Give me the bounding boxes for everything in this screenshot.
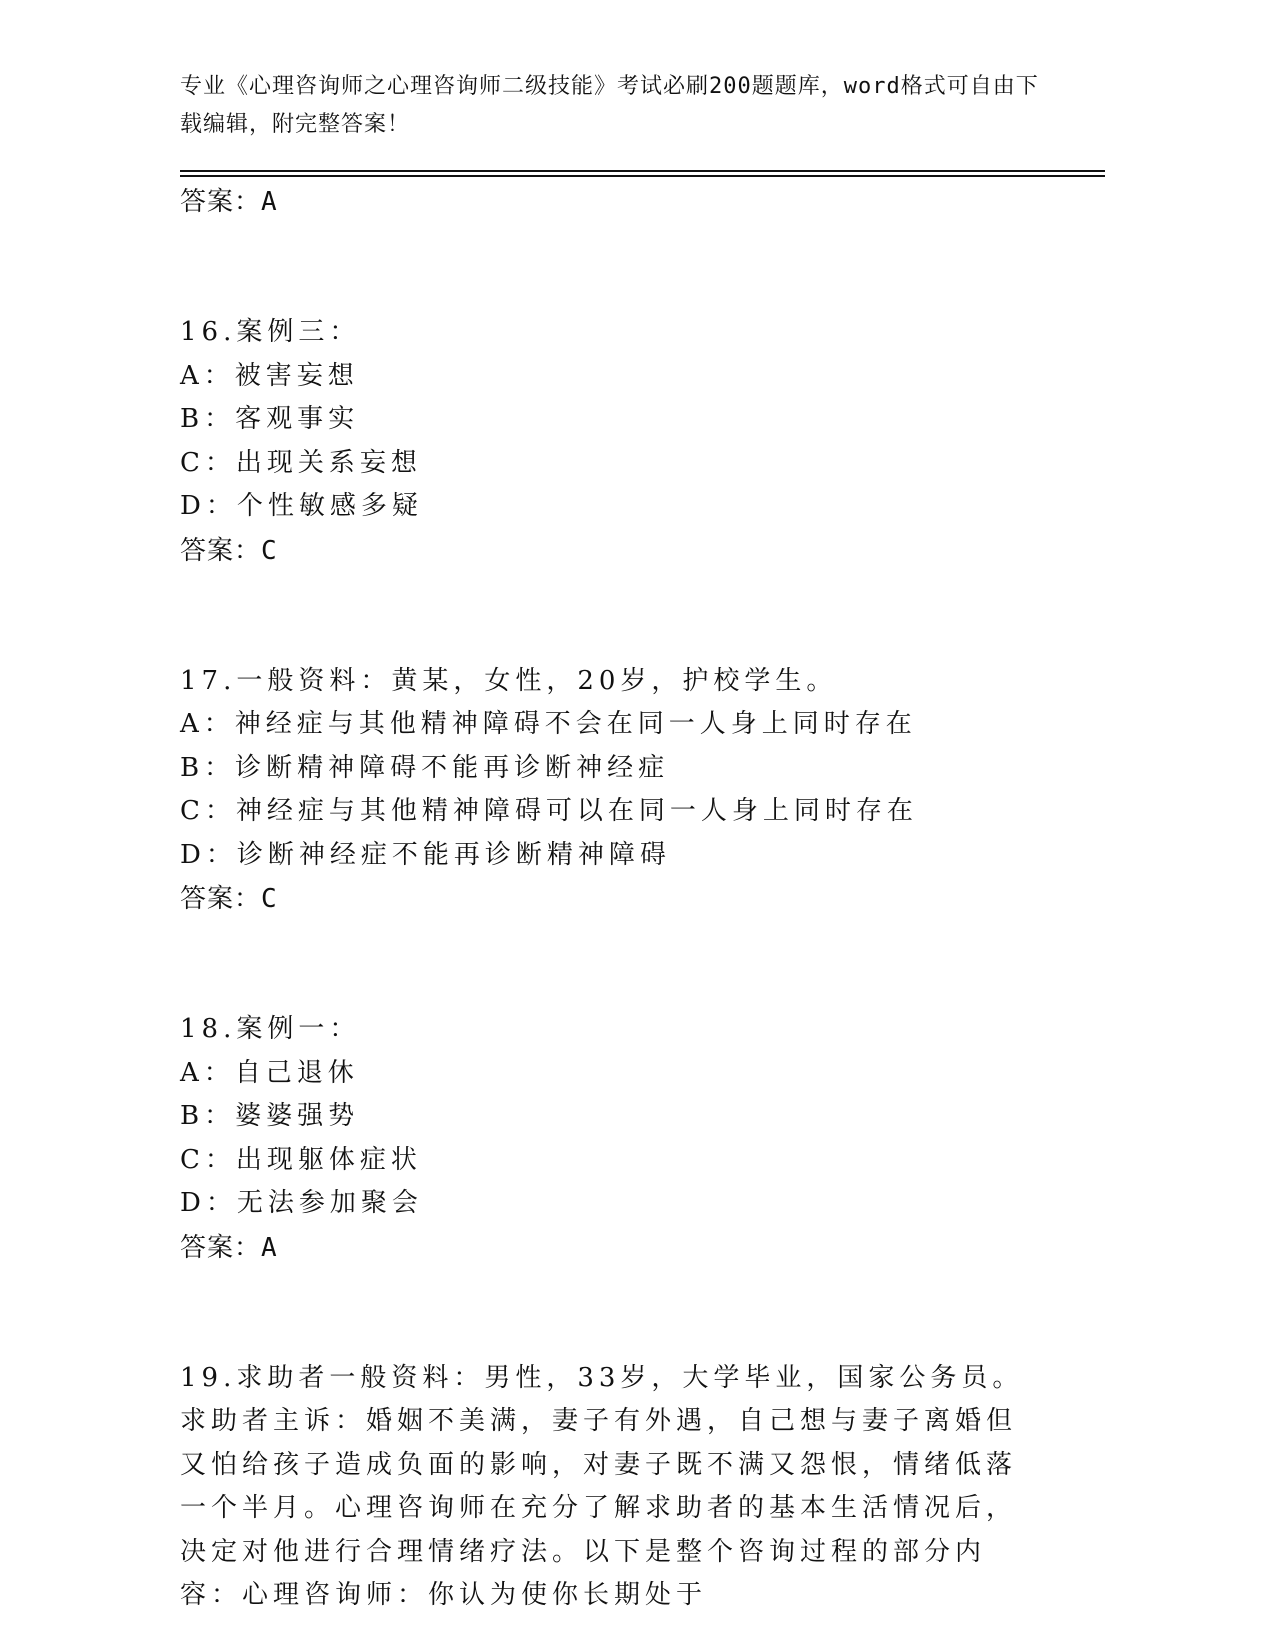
option-b: B：诊断精神障碍不能再诊断神经症 <box>180 752 670 783</box>
header-rule-top <box>180 170 1105 172</box>
question-title: 16.案例三： <box>180 317 361 347</box>
answer-line: 答案：C <box>180 535 278 566</box>
answer-line: 答案：A <box>180 1232 278 1263</box>
question-title: 17.一般资料：黄某，女性，20岁，护校学生。 <box>180 665 838 696</box>
page-content <box>180 180 1080 1618</box>
option-a: A：自己退休 <box>180 1057 359 1088</box>
option-c: C：出现躯体症状 <box>180 1144 422 1175</box>
option-d: D：个性敏感多疑 <box>180 491 423 521</box>
option-c: C：神经症与其他精神障碍可以在同一人身上同时存在 <box>180 796 918 826</box>
header-rule-bottom <box>180 175 1105 177</box>
document-header: 专业《心理咨询师之心理咨询师二级技能》考试必刷200题题库，word格式可自由下载编辑，附完整答案！ <box>180 74 1039 137</box>
answer-line: 答案：A <box>180 187 278 217</box>
option-b: B：婆婆强势 <box>180 1101 360 1131</box>
option-c: C：出现关系妄想 <box>180 447 422 478</box>
question-title: 19.求助者一般资料：男性，33岁，大学毕业，国家公务员。求助者主诉：婚姻不美满，妻子有外遇，自己想与妻子离婚但又怕给孩子造成负面的影响，对妻子既不满又怨恨，情绪低落一个半月。心理咨询师在充分了解求助者的基本生活情况后，决定对他进行合理情绪疗法。以下是整个咨询过程的部分内容：心理咨询师：你认为使你长期处于 <box>180 1362 1024 1610</box>
option-d: D：无法参加聚会 <box>180 1188 423 1218</box>
question-title: 18.案例一： <box>180 1014 361 1044</box>
option-d: D：诊断神经症不能再诊断精神障碍 <box>180 839 671 870</box>
answer-line: 答案：C <box>180 884 278 914</box>
option-b: B：客观事实 <box>180 404 360 434</box>
option-a: A：被害妄想 <box>180 360 359 391</box>
option-a: A：神经症与其他精神障碍不会在同一人身上同时存在 <box>180 709 917 739</box>
